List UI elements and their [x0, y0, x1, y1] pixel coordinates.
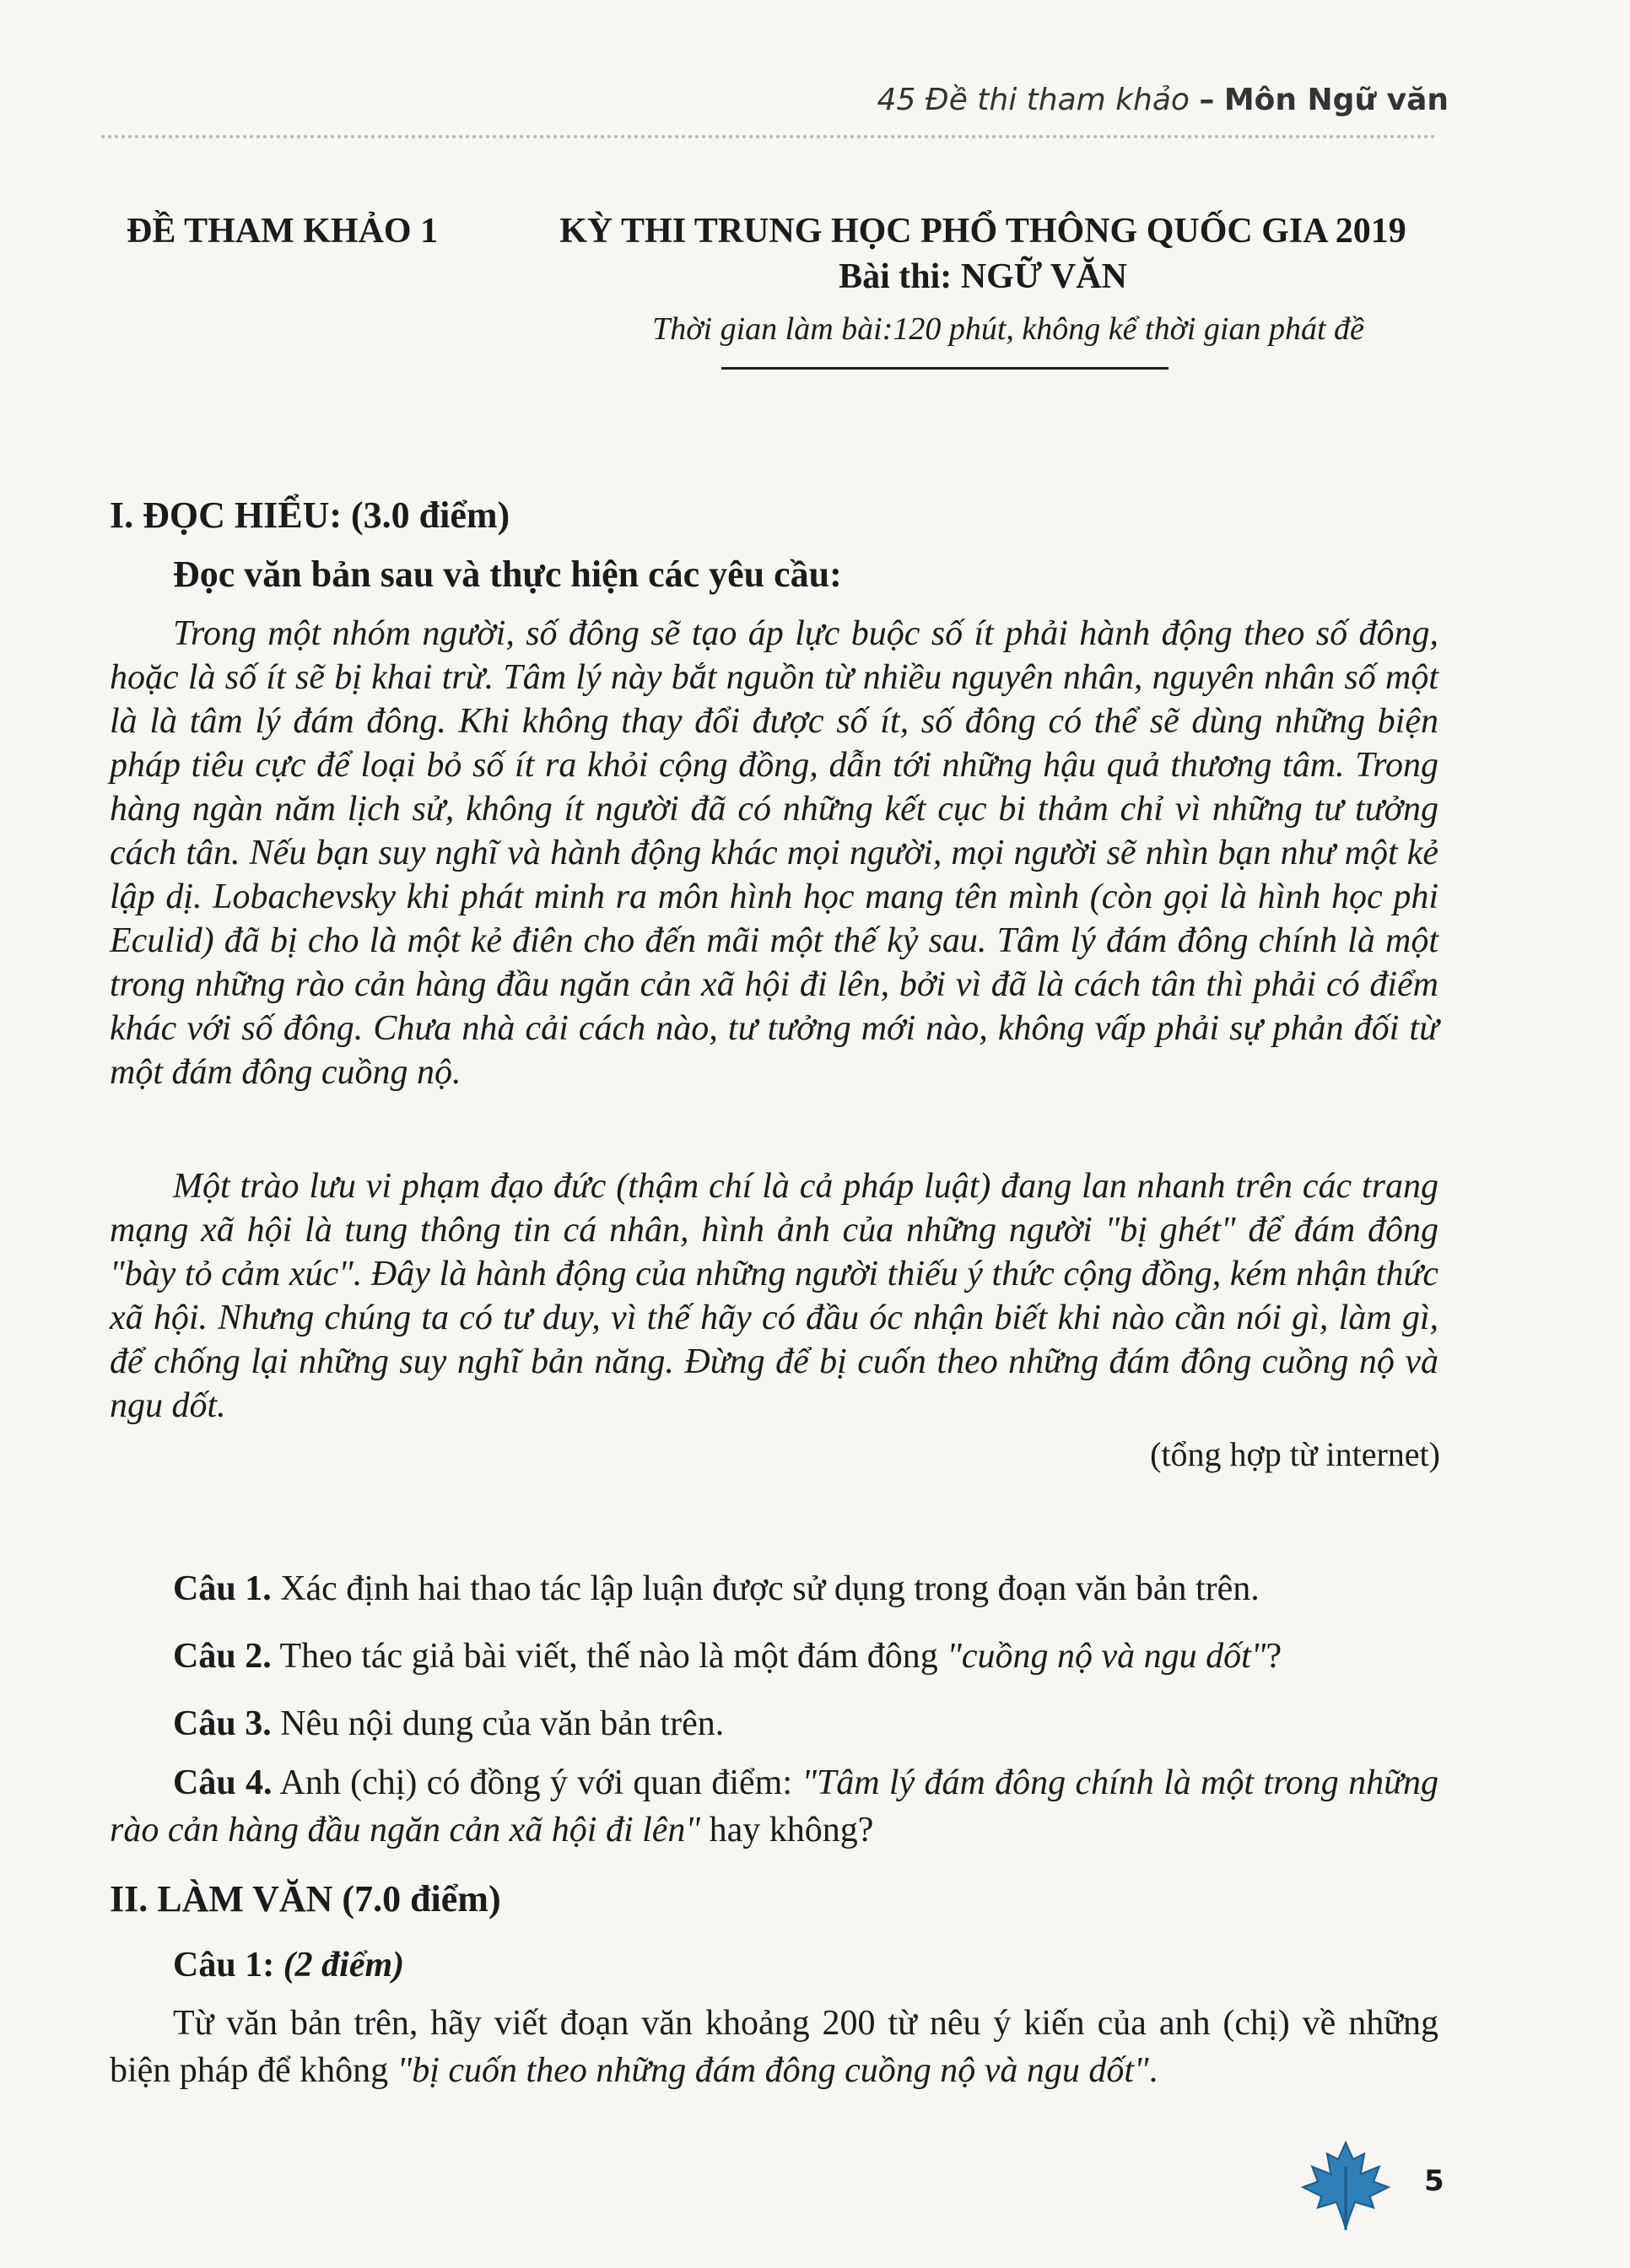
question-4-quote: "Tâm lý đám đông chính là một trong những rào cản hàng đầu ngăn cản xã hội đi lên": [110, 1763, 1439, 1850]
passage-paragraph-1: Trong một nhóm người, số đông sẽ tạo áp lực buộc số ít phải hành động theo số đông, hoặc là số ít sẽ bị khai trừ. Tâm lý này bắt nguồn từ nhiều nguyên nhân, nguyên nhân số một là là tâm lý đám đông. Khi không thay đổi được số ít, số đông có thể sẽ dùng những biện pháp tiêu cực để loại bỏ số ít ra khỏi cộng đồng, dẫn tới những hậu quả thương tâm. Trong hàng ngàn năm lịch sử, không ít người đã có những kết cục bi thảm chỉ vì những tư tưởng cách tân. Nếu bạn suy nghĩ và hành động khác mọi người, mọi người sẽ nhìn bạn như một kẻ lập dị. Lobachevsky khi phát minh ra môn hình học mang tên mình (còn gọi là hình học phi Eculid) đã bị cho là một kẻ điên cho đến mãi một thế kỷ sau. Tâm lý đám đông chính là một trong những rào cản hàng đầu ngăn cản xã hội đi lên, bởi vì đã là cách tân thì phải có điểm khác với số đông. Chưa nhà cải cách nào, tư tưởng mới nào, không vấp phải sự phản đối từ một đám đông cuồng nộ.: [110, 614, 1438, 1092]
essay-question-1-heading: [173, 1945, 404, 1985]
question-2-label: Câu 2.: [173, 1637, 272, 1676]
question-4-tail: hay không?: [709, 1811, 874, 1850]
book-subject-title: Môn Ngữ văn: [1223, 83, 1449, 117]
header-dash: –: [1199, 83, 1215, 117]
question-3-text: Nêu nội dung của văn bản trên.: [280, 1704, 725, 1743]
book-series-title: 45 Đề thi tham khảo: [877, 83, 1190, 117]
essay-question-1: [110, 2000, 1438, 2094]
question-3: [110, 1700, 1438, 1747]
question-4: [110, 1759, 1438, 1854]
question-2-tail: ?: [1266, 1637, 1282, 1676]
maple-leaf-icon: [1299, 2139, 1392, 2232]
page-number: 5: [1424, 2164, 1444, 2198]
question-3-label: Câu 3.: [173, 1704, 272, 1743]
question-2: [110, 1633, 1438, 1680]
question-1-label: Câu 1.: [173, 1569, 272, 1608]
header-divider: [101, 135, 1436, 138]
exam-title: KỲ THI TRUNG HỌC PHỔ THÔNG QUỐC GIA 2019: [559, 212, 1406, 251]
running-header: [877, 83, 1449, 117]
question-4-text: Anh (chị) có đồng ý với quan điểm:: [279, 1763, 792, 1802]
question-1: [110, 1565, 1438, 1612]
exam-label: ĐỀ THAM KHẢO 1: [127, 212, 439, 251]
passage-source: (tổng hợp từ internet): [1150, 1435, 1440, 1473]
header-underline: [721, 367, 1169, 370]
section-1-heading: I. ĐỌC HIỂU: (3.0 điểm): [110, 494, 510, 536]
question-4-label: Câu 4.: [173, 1763, 273, 1802]
exam-time-note: Thời gian làm bài:120 phút, không kể thời gian phát đề: [652, 311, 1364, 347]
exam-header: [540, 211, 1426, 348]
essay-question-1-points: (2 điểm): [283, 1946, 405, 1984]
question-1-text: Xác định hai thao tác lập luận được sử dụng trong đoạn văn bản trên.: [280, 1569, 1260, 1608]
essay-question-1-text: Từ văn bản trên, hãy viết đoạn văn khoảng 200 từ nêu ý kiến của anh (chị) về những biện pháp để không: [110, 2004, 1438, 2090]
essay-question-1-label: Câu 1:: [173, 1946, 275, 1984]
essay-question-1-quote: "bị cuốn theo những đám đông cuồng nộ và ngu dốt": [397, 2051, 1149, 2090]
question-2-quote: "cuồng nộ và ngu dốt": [947, 1637, 1266, 1676]
question-2-text: Theo tác giả bài viết, thế nào là một đám đông: [279, 1637, 938, 1676]
exam-subject: Bài thi: NGỮ VĂN: [839, 257, 1127, 296]
reading-instruction: Đọc văn bản sau và thực hiện các yêu cầu:: [173, 554, 842, 595]
passage-paragraph-2: Một trào lưu vi phạm đạo đức (thậm chí là cả pháp luật) đang lan nhanh trên các trang mạng xã hội là tung thông tin cá nhân, hình ảnh của những người "bị ghét" để đám đông "bày tỏ cảm xúc". Đây là hành động của những người thiếu ý thức cộng đồng, kém nhận thức xã hội. Nhưng chúng ta có tư duy, vì thế hãy có đầu óc nhận biết khi nào cần nói gì, làm gì, để chống lại những suy nghĩ bản năng. Đừng để bị cuốn theo những đám đông cuồng nộ và ngu dốt.: [110, 1167, 1438, 1425]
section-2-heading: II. LÀM VĂN (7.0 điểm): [110, 1878, 501, 1920]
essay-question-1-tail: .: [1148, 2051, 1158, 2090]
